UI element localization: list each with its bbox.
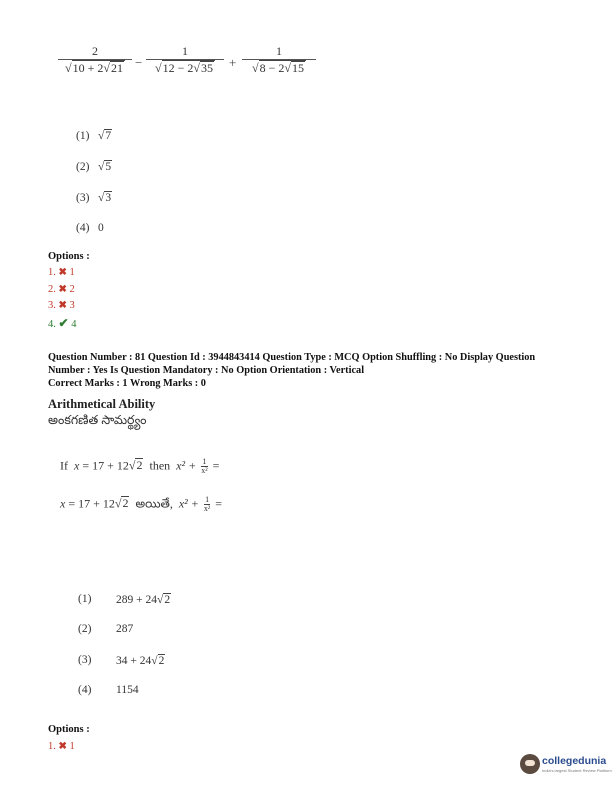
plus-operator: + bbox=[229, 55, 237, 70]
section-title-te: అంకగణిత సామర్థ్యం bbox=[48, 413, 147, 427]
denominator-1: √10 + 2√21 bbox=[65, 61, 123, 75]
q1-option-1: 1. ✖ 1 bbox=[48, 267, 75, 278]
logo-tagline: India's largest Student Review Platform bbox=[542, 768, 612, 773]
numerator-2: 1 bbox=[182, 44, 188, 58]
meta-line-1: Question Number : 81 Question Id : 3944843414 Question Type : MCQ Option Shuffling : No Display Question bbox=[48, 352, 536, 363]
q2-option-1: 1. ✖ 1 bbox=[48, 741, 75, 752]
denominator-3: √8 − 2√15 bbox=[252, 61, 304, 75]
fraction-term-1 bbox=[58, 44, 132, 76]
check-icon: ✔ bbox=[58, 316, 69, 330]
q1-choice-2: (2) √5 bbox=[76, 161, 112, 173]
question-meta bbox=[48, 351, 588, 390]
graduate-mascot-icon bbox=[520, 754, 540, 774]
numerator-3: 1 bbox=[276, 44, 282, 58]
cross-icon: ✖ bbox=[58, 267, 67, 278]
q1-choice-3: (3) √3 bbox=[76, 192, 112, 204]
denominator-2: √12 − 2√35 bbox=[155, 61, 213, 75]
options-heading: Options : bbox=[48, 724, 90, 735]
collegedunia-logo[interactable] bbox=[520, 752, 612, 784]
options-heading: Options : bbox=[48, 251, 90, 262]
numerator-1: 2 bbox=[92, 44, 98, 58]
q1-choice-4: (4) 0 bbox=[76, 222, 104, 234]
q1-option-4-correct: 4. ✔ 4 bbox=[48, 316, 77, 330]
marks-line: Correct Marks : 1 Wrong Marks : 0 bbox=[48, 378, 206, 389]
section-title-en: Arithmetical Ability bbox=[48, 397, 156, 411]
cross-icon: ✖ bbox=[58, 741, 67, 752]
cross-icon: ✖ bbox=[58, 284, 67, 295]
logo-name: collegedunia bbox=[542, 755, 607, 767]
cross-icon: ✖ bbox=[58, 300, 67, 311]
fraction-term-3 bbox=[242, 44, 316, 76]
q1-option-3: 3. ✖ 3 bbox=[48, 300, 75, 311]
question-text-te: x = 17 + 12√2 అయితే, x² + $\frac{1}{\text{x²}}$ = bbox=[60, 495, 223, 513]
fraction-term-2 bbox=[146, 44, 224, 76]
meta-line-2: Number : Yes Is Question Mandatory : No Option Orientation : Vertical bbox=[48, 365, 365, 376]
q1-option-2: 2. ✖ 2 bbox=[48, 284, 75, 295]
minus-operator: − bbox=[135, 55, 143, 70]
question-text-en: If x = 17 + 12√2 then x² + $\frac{1}{\text{x²}}$ = bbox=[60, 457, 220, 475]
q1-choice-1: (1) √7 bbox=[76, 130, 112, 142]
